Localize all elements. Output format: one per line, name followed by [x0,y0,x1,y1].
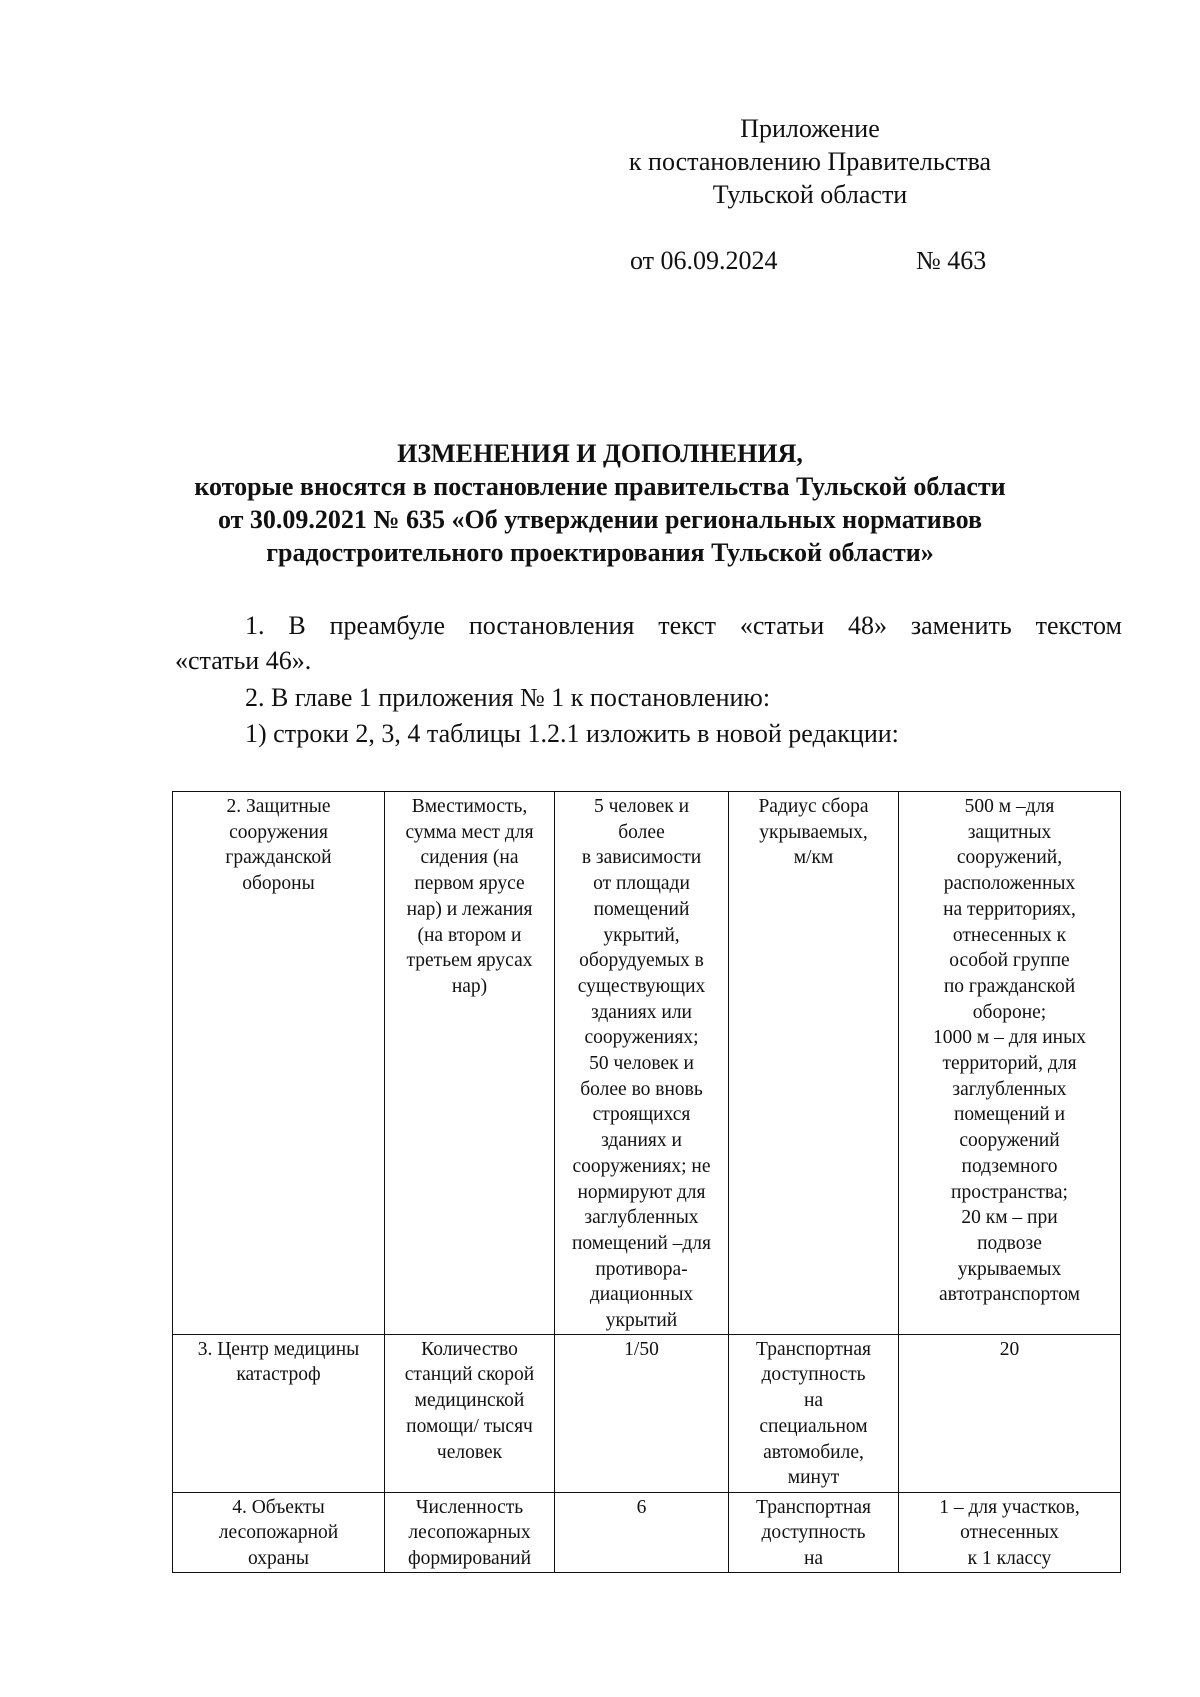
title-line: от 30.09.2021 № 635 «Об утверждении региональных нормативов [217,505,983,534]
appendix-line: Тульской области [712,180,908,209]
title-line: градостроительного проектирования Тульской области» [266,538,934,567]
table-row [173,1492,1121,1572]
table-cell: 6 [555,1492,729,1572]
table-cell: Транспортная доступность на специальном автомобиле, минут [729,1334,899,1492]
resolution-date: от 06.09.2024 [630,246,778,275]
paragraph-1-line-2: «статьи 46». [175,646,312,675]
appendix-header [560,112,1060,211]
table-cell: Численность лесопожарных формирований [385,1492,555,1572]
table-cell: 4. Объекты лесопожарной охраны [173,1492,385,1572]
table-cell: Транспортная доступность на [729,1492,899,1572]
paragraph-1 [175,608,1122,643]
paragraph-2: 2. В главе 1 приложения № 1 к постановлению: [245,683,771,712]
appendix-line: Приложение [740,114,880,143]
table-cell: 1/50 [555,1334,729,1492]
appendix-line: к постановлению Правительства [628,147,992,176]
table-row [173,1334,1121,1492]
title-line: которые вносятся в постановление правительства Тульской области [194,472,1006,501]
table-cell: 3. Центр медицины катастроф [173,1334,385,1492]
norms-table [172,791,1121,1573]
resolution-number: № 463 [916,246,987,275]
table-cell: 5 человек и более в зависимости от площади помещений укрытий, оборудуемых в существующих зданиях или сооружениях; 50 человек и более во вновь строящихся зданиях и сооружениях; не нормируют для заглубленных помещений –для противора- диационных укрытий [555,792,729,1335]
paragraph-1-continued [175,643,1122,678]
table-cell: 20 [899,1334,1121,1492]
table-cell: 500 м –для защитных сооружений, расположенных на территориях, отнесенных к особой группе по гражданской обороне; 1000 м – для иных территорий, для заглубленных помещений и сооружений подземного пространства; 20 км – при подвозе укрываемых автотранспортом [899,792,1121,1335]
table-cell: Радиус сбора укрываемых, м/км [729,792,899,1335]
table-cell: 1 – для участков, отнесенных к 1 классу [899,1492,1121,1572]
document-title [150,437,1050,569]
title-line: ИЗМЕНЕНИЯ И ДОПОЛНЕНИЯ, [397,439,803,468]
paragraph-1-line-1: 1. В преамбуле постановления текст «статьи 48» заменить текстом [245,611,1122,640]
table-cell: Количество станций скорой медицинской помощи/ тысяч человек [385,1334,555,1492]
table-cell: 2. Защитные сооружения гражданской обороны [173,792,385,1335]
paragraph-3: 1) строки 2, 3, 4 таблицы 1.2.1 изложить в новой редакции: [245,719,899,748]
table-row [173,792,1121,1335]
table-cell: Вместимость, сумма мест для сидения (на первом ярусе нар) и лежания (на втором и третьем ярусах нар) [385,792,555,1335]
